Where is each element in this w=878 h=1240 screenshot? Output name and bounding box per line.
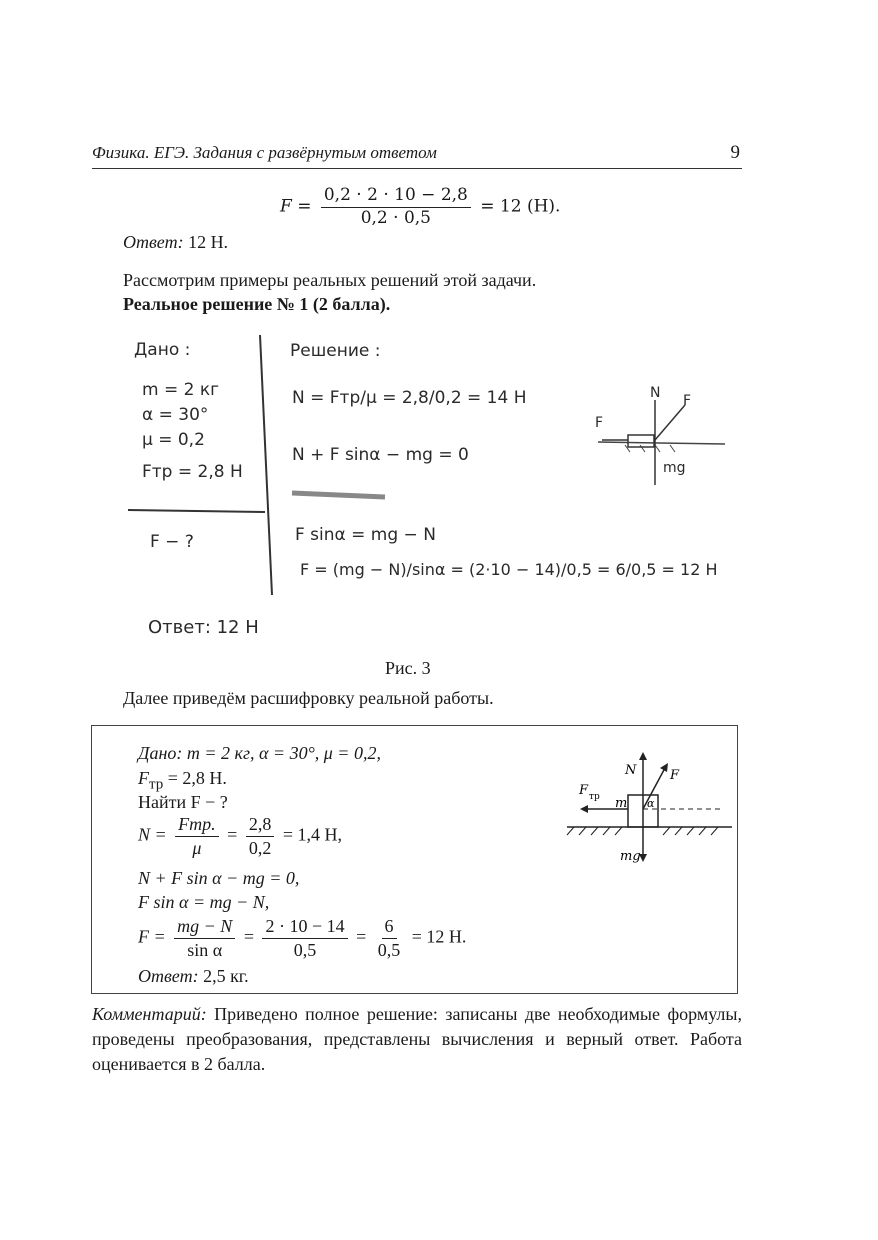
typed-given: [138, 741, 381, 765]
hw-alpha: α = 30°: [142, 405, 209, 425]
diagram-label-ftr: F: [579, 783, 589, 798]
answer-value: 12 Н.: [188, 232, 229, 252]
transcription-box: [91, 725, 738, 994]
hw-ftr: Fтр = 2,8 Н: [142, 462, 243, 482]
typed-n-den1: μ: [192, 837, 202, 858]
hw-mass: m = 2 кг: [142, 380, 220, 400]
scan-lines: [120, 325, 740, 655]
formula-lhs: F =: [280, 196, 312, 217]
answer-label: Ответ:: [123, 232, 184, 252]
page-number: 9: [730, 142, 740, 163]
diagram-label-f: F: [670, 768, 680, 783]
typed-n-rhs: = 1,4 Н,: [282, 824, 342, 845]
hw-diagram-n: N: [650, 385, 661, 401]
intro-text: Рассмотрим примеры реальных решений этой задачи.: [123, 270, 537, 290]
typed-f-num2: 2 · 10 − 14: [262, 916, 347, 939]
typed-answer: [138, 964, 249, 988]
typed-given-label: Дано:: [138, 743, 183, 763]
typed-answer-value: 2,5 кг.: [203, 966, 249, 986]
formula-numerator: 0,2 · 2 · 10 − 2,8: [321, 186, 471, 208]
hw-diagram-f: F: [683, 393, 692, 409]
diagram-label-n: N: [625, 763, 637, 778]
hw-mu: μ = 0,2: [142, 430, 205, 450]
comment-label: Комментарий:: [92, 1004, 207, 1024]
typed-n-lhs: N =: [138, 824, 167, 845]
diagram-label-alpha: α: [647, 797, 655, 810]
typed-f-formula: F = $\frac{mg - N}{\text{sin α}}$ = $\frac{2 \cdot 10 - 14}{0,5}$ = $\frac{6}{0,5}$ = 12 Н.: [138, 916, 467, 960]
header-title: Физика. ЕГЭ. Задания с развёрнутым ответом: [92, 143, 437, 162]
typed-eq1: N + F sin α − mg = 0,: [138, 868, 300, 888]
typed-f-den3: 0,5: [377, 939, 401, 960]
hw-line2: N + F sinα − mg = 0: [292, 445, 469, 465]
answer-line: [123, 232, 228, 253]
decode-intro: Далее приведём расшифровку реальной работы.: [123, 688, 494, 708]
typed-ftr-value: = 2,8 Н.: [167, 768, 227, 788]
typed-answer-label: Ответ:: [138, 966, 199, 986]
hw-line3: F sinα = mg − N: [295, 525, 436, 545]
hw-otvet: Ответ: 12 Н: [148, 617, 259, 638]
diagram-label-mg: mg: [620, 849, 641, 864]
formula-rhs: = 12 (Н).: [480, 196, 561, 217]
figure-caption: Рис. 3: [385, 658, 431, 678]
handwritten-scan: [120, 325, 740, 655]
solution-heading: Реальное решение № 1 (2 балла).: [123, 294, 391, 314]
typed-f-num3: 6: [382, 916, 397, 939]
page-header: [92, 142, 742, 169]
typed-n-formula: N = $\frac{\text{Fтр.}}{\mu}$ = $\frac{2,8}{0,2}$ = 1,4 Н,: [138, 814, 342, 858]
typed-n-num1: Fтр.: [175, 814, 219, 837]
typed-n-den2: 0,2: [248, 837, 272, 858]
typed-find: Найти F − ?: [138, 792, 228, 812]
hw-line4: F = (mg − N)/sinα = (2·10 − 14)/0,5 = 6/0,5 = 12 Н: [300, 560, 718, 579]
formula-denominator: 0,2 · 0,5: [360, 207, 431, 228]
hw-find: F − ?: [150, 532, 194, 552]
typed-eq2: F sin α = mg − N,: [138, 892, 270, 912]
force-diagram: [562, 746, 737, 876]
comment-paragraph: [92, 1002, 742, 1077]
diagram-label-m: m: [615, 796, 628, 811]
typed-n-num2: 2,8: [246, 814, 275, 837]
typed-given-values: m = 2 кг, α = 30°, μ = 0,2,: [186, 743, 381, 763]
formula-fraction: [321, 186, 471, 228]
diagram-label-ftr-sub: тр: [589, 792, 600, 802]
typed-f-num1: mg − N: [174, 916, 235, 939]
typed-f-rhs: = 12 Н.: [411, 926, 467, 947]
hw-dano: Дано :: [134, 340, 191, 360]
hw-diagram-mg: mg: [663, 460, 686, 476]
typed-ftr-sub: тр: [149, 776, 164, 793]
typed-f-den1: sin α: [187, 939, 223, 960]
typed-f-lhs: F =: [138, 926, 166, 947]
comment-text: Приведено полное решение: записаны две необходимые формулы, проведены преобразования, представлены вычисления и верный ответ. Работа оценивается в 2 балла.: [92, 1004, 743, 1074]
hw-reshenie: Решение :: [290, 341, 381, 361]
typed-ftr: $F_{тр} = 2,8$ Н.: [138, 768, 227, 793]
hw-diagram-ftr: F: [595, 415, 604, 431]
formula-top: [280, 186, 560, 228]
hw-line1: N = Fтр/μ = 2,8/0,2 = 14 Н: [292, 388, 527, 408]
typed-f-den2: 0,5: [293, 939, 317, 960]
